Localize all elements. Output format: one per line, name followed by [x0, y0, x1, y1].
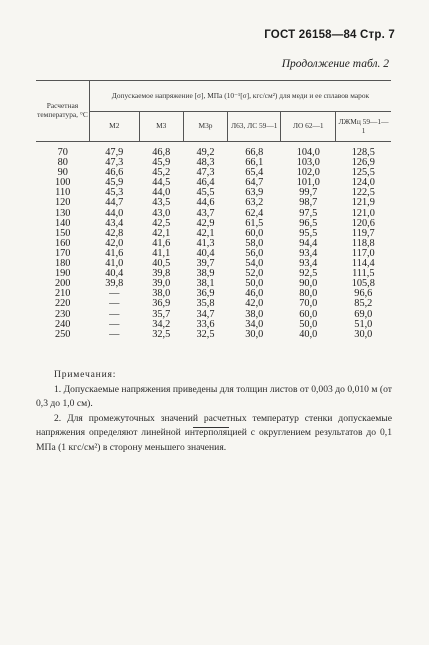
column-header-m3: М3	[139, 112, 183, 142]
stress-value-cell: 35,7	[152, 308, 171, 320]
stress-value-cell: 40,4	[196, 247, 215, 259]
stress-value-cell: 126,9	[351, 157, 375, 169]
table-row	[36, 142, 391, 159]
stress-value-cell: 124,0	[351, 177, 375, 189]
stress-value-cell: 60,0	[299, 308, 318, 320]
stress-value-cell: 41,1	[152, 247, 171, 259]
stress-value-cell: 61,5	[245, 217, 264, 229]
stress-value-cell: 90,0	[299, 278, 318, 290]
stress-value-cell: 56,0	[245, 247, 264, 259]
notes-title: Примечания:	[54, 369, 117, 380]
stress-value-cell: 42,1	[152, 227, 171, 239]
stress-value-cell: 40,0	[299, 328, 318, 340]
stress-value-cell: 43,5	[152, 197, 171, 209]
stress-value-cell: 36,9	[196, 288, 215, 300]
stress-value-cell: 35,8	[196, 298, 215, 310]
stress-value-cell: 80,0	[299, 288, 318, 300]
stress-value-cell: 34,2	[152, 318, 171, 330]
stress-value-cell: 128,5	[351, 147, 375, 158]
stress-value-cell: 121,0	[351, 207, 375, 219]
temperature-cell: 100	[54, 177, 71, 189]
stress-value-cell: 45,2	[152, 167, 171, 179]
stress-value-cell: 42,0	[245, 298, 264, 310]
stress-value-cell: —	[109, 288, 120, 300]
stress-value-cell: 32,5	[152, 328, 171, 340]
stress-value-cell: 66,1	[245, 157, 264, 169]
stress-value-cell: 41,3	[196, 237, 215, 249]
stress-value-cell: 42,9	[196, 217, 215, 229]
stress-value-cell: 44,0	[105, 207, 124, 219]
stress-value-cell: 93,4	[299, 258, 318, 270]
stress-value-cell: 32,5	[196, 328, 215, 340]
stress-value-cell: 46,4	[196, 177, 215, 189]
table-row	[36, 330, 391, 340]
stress-value-cell: 85,2	[354, 298, 373, 310]
temperature-cell: 200	[54, 278, 71, 290]
stress-value-cell: 63,2	[245, 197, 264, 209]
stress-value-cell: 51,0	[354, 318, 373, 330]
stress-value-cell: 125,5	[351, 167, 375, 179]
stress-value-cell: 111,5	[352, 268, 375, 280]
column-header-m2: М2	[89, 112, 139, 142]
column-header-lo62: ЛО 62—1	[281, 112, 336, 142]
temperature-cell: 170	[54, 247, 71, 259]
stress-value-cell: 105,8	[351, 278, 375, 290]
stress-value-cell: 49,2	[196, 147, 215, 158]
stress-value-cell: 70,0	[299, 298, 318, 310]
stress-value-cell: 41,6	[105, 247, 124, 259]
stress-value-cell: 94,4	[299, 237, 318, 249]
stress-value-cell: —	[109, 298, 120, 310]
stress-value-cell: 96,5	[299, 217, 318, 229]
temperature-cell: 70	[57, 147, 68, 158]
stress-value-cell: —	[109, 308, 120, 320]
column-header-m3r: М3р	[183, 112, 227, 142]
stress-value-cell: 54,0	[245, 258, 264, 270]
temperature-cell: 180	[54, 258, 71, 270]
stress-value-cell: 39,0	[152, 278, 171, 290]
stress-value-cell: 95,5	[299, 227, 318, 239]
table-row	[36, 299, 391, 309]
stress-value-cell: 43,7	[196, 207, 215, 219]
stress-value-cell: 121,9	[351, 197, 375, 209]
stress-value-cell: 92,5	[299, 268, 318, 280]
stress-value-cell: —	[109, 318, 120, 330]
stress-value-cell: 38,9	[196, 268, 215, 280]
stress-value-cell: 46,0	[245, 288, 264, 300]
stress-table	[36, 80, 391, 340]
stress-value-cell: 45,5	[196, 187, 215, 199]
stress-value-cell: 36,9	[152, 298, 171, 310]
stress-value-cell: 69,0	[354, 308, 373, 320]
stress-value-cell: 114,4	[351, 258, 375, 270]
stress-value-cell: 58,0	[245, 237, 264, 249]
stress-value-cell: 62,4	[245, 207, 264, 219]
stress-value-cell: 46,8	[152, 147, 171, 158]
stress-value-cell: 44,5	[152, 177, 171, 189]
temperature-cell: 250	[54, 328, 71, 340]
temperature-cell: 140	[54, 217, 71, 229]
stress-value-cell: 38,0	[245, 308, 264, 320]
stress-value-cell: 98,7	[299, 197, 318, 209]
table-continuation-label: Продолжение табл. 2	[281, 58, 389, 70]
stress-value-cell: 39,8	[105, 278, 124, 290]
stress-value-cell: 93,4	[299, 247, 318, 259]
stress-value-cell: 38,0	[152, 288, 171, 300]
stress-value-cell: 42,1	[196, 227, 215, 239]
stress-value-cell: 99,7	[299, 187, 318, 199]
stress-value-cell: 47,3	[105, 157, 124, 169]
stress-value-cell: 64,7	[245, 177, 264, 189]
stress-value-cell: 118,8	[351, 237, 375, 249]
stress-value-cell: 30,0	[245, 328, 264, 340]
note-item: 2. Для промежуточных значений расчетных температур стенки допускаемые напряжения определяют линейной интерполяцией с округлением результатов до 0,1 МПа (1 кгс/см²) в сторону меньшего значения.	[36, 412, 392, 453]
temperature-cell: 210	[54, 288, 71, 300]
stress-value-cell: 44,7	[105, 197, 124, 209]
stress-value-cell: 44,0	[152, 187, 171, 199]
stress-value-cell: 34,0	[245, 318, 264, 330]
stress-value-cell: 45,9	[152, 157, 171, 169]
stress-value-cell: 43,4	[105, 217, 124, 229]
stress-value-cell: 39,7	[196, 258, 215, 270]
page-header: ГОСТ 26158—84 Стр. 7	[264, 29, 395, 41]
stress-value-cell: 42,0	[105, 237, 124, 249]
stress-value-cell: 119,7	[351, 227, 375, 239]
stress-value-cell: 120,6	[351, 217, 375, 229]
stress-value-cell: 30,0	[354, 328, 373, 340]
stress-value-cell: 103,0	[296, 157, 320, 169]
stress-value-cell: 33,6	[196, 318, 215, 330]
temperature-cell: 190	[54, 268, 71, 280]
stress-value-cell: 48,3	[196, 157, 215, 169]
stress-value-cell: 39,8	[152, 268, 171, 280]
stress-group-header: Допускаемое напряжение [σ], МПа (10⁻¹[σ], кгс/см²) для меди и ее сплавов марок	[89, 81, 391, 112]
stress-value-cell: 46,6	[105, 167, 124, 179]
temperature-cell: 240	[54, 318, 71, 330]
stress-value-cell: 40,5	[152, 258, 171, 270]
stress-value-cell: 52,0	[245, 268, 264, 280]
stress-value-cell: 60,0	[245, 227, 264, 239]
temperature-cell: 90	[57, 167, 68, 179]
stress-value-cell: 47,9	[105, 147, 124, 158]
table-body	[36, 142, 391, 340]
temperature-cell: 110	[55, 187, 71, 199]
stress-value-cell: 44,6	[196, 197, 215, 209]
stress-value-cell: 102,0	[296, 167, 320, 179]
stress-value-cell: 47,3	[196, 167, 215, 179]
stress-value-cell: 45,9	[105, 177, 124, 189]
stress-value-cell: 38,1	[196, 278, 215, 290]
stress-value-cell: 122,5	[351, 187, 375, 199]
stress-value-cell: 117,0	[351, 247, 375, 259]
stress-value-cell: 50,0	[245, 278, 264, 290]
temperature-cell: 120	[54, 197, 71, 209]
stress-value-cell: 50,0	[299, 318, 318, 330]
temperature-cell: 160	[54, 237, 71, 249]
stress-value-cell: 45,3	[105, 187, 124, 199]
stress-value-cell: 34,7	[196, 308, 215, 320]
temperature-cell: 230	[54, 308, 71, 320]
stress-value-cell: 43,0	[152, 207, 171, 219]
stress-value-cell: 42,5	[152, 217, 171, 229]
divider-line	[193, 427, 229, 428]
stress-value-cell: 97,5	[299, 207, 318, 219]
stress-value-cell: —	[109, 328, 120, 340]
temperature-cell: 80	[57, 157, 68, 169]
stress-value-cell: 40,4	[105, 268, 124, 280]
stress-value-cell: 65,4	[245, 167, 264, 179]
stress-value-cell: 66,8	[245, 147, 264, 158]
note-item: 1. Допускаемые напряжения приведены для толщин листов от 0,003 до 0,010 м (от 0,3 до 1,0 см).	[36, 383, 392, 409]
temperature-cell: 130	[54, 207, 71, 219]
stress-value-cell: 41,6	[152, 237, 171, 249]
stress-value-cell: 63,9	[245, 187, 264, 199]
temperature-cell: 220	[54, 298, 71, 310]
stress-value-cell: 104,0	[296, 147, 320, 158]
column-header-l63: Л63, ЛС 59—1	[228, 112, 281, 142]
notes-block	[36, 368, 392, 455]
stress-value-cell: 96,6	[354, 288, 373, 300]
stress-value-cell: 42,8	[105, 227, 124, 239]
temperature-header: Расчетная температура, °С	[36, 81, 89, 142]
stress-value-cell: 41,0	[105, 258, 124, 270]
temperature-cell: 150	[54, 227, 71, 239]
column-header-lzhmts: ЛЖМц 59—1—1	[336, 112, 391, 142]
stress-value-cell: 101,0	[296, 177, 320, 189]
